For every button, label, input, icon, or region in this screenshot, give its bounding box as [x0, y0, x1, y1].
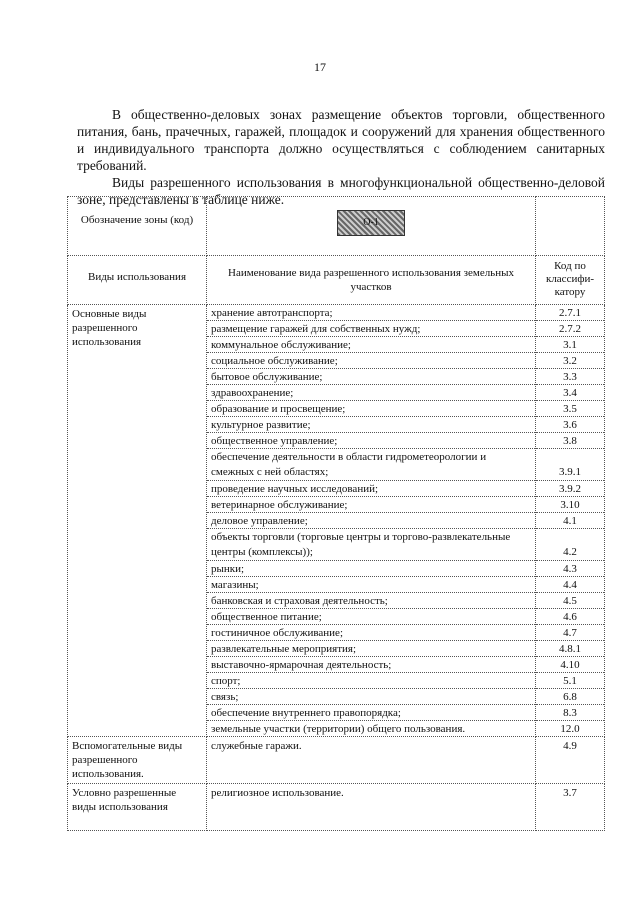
use-name: развлекательные мероприятия; — [207, 641, 535, 657]
use-name: размещение гаражей для собственных нужд; — [207, 321, 535, 337]
aux-use-name: служебные гаражи. — [211, 740, 302, 752]
col-header-names: Наименование вида разрешенного использования земельных участков — [228, 267, 514, 293]
use-name: общественное управление; — [207, 433, 535, 449]
use-code-cell — [536, 449, 604, 481]
use-code: 3.4 — [536, 385, 604, 401]
use-name: бытовое обслуживание; — [207, 369, 535, 385]
use-code: 8.3 — [536, 705, 604, 721]
use-code: 2.7.1 — [536, 305, 604, 321]
use-name: связь; — [207, 689, 535, 705]
cond-use-code: 3.7 — [563, 787, 577, 799]
use-code: 4.3 — [536, 561, 604, 577]
aux-group-label: Вспомогательные виды разрешенного использования. — [72, 740, 183, 780]
use-name: общественное питание; — [207, 609, 535, 625]
use-name: образование и просвещение; — [207, 401, 535, 417]
table-intro-paragraph: Виды разрешенного использования в многофункциональной общественно-деловой зоне, представлены в таблице ниже. — [77, 174, 605, 207]
use-code: 12.0 — [560, 723, 580, 735]
use-code: 6.8 — [536, 689, 604, 705]
use-name: земельные участки (территории) общего пользования. — [211, 723, 466, 735]
use-code: 3.9.1 — [559, 466, 581, 478]
use-code: 4.1 — [536, 513, 604, 529]
use-code: 3.5 — [536, 401, 604, 417]
use-name: рынки; — [207, 561, 535, 577]
intro-paragraph: В общественно-деловых зонах размещение объектов торговли, общественного питания, бань, прачечных, гаражей, площадок и сооружений для хранения общественного и индивидуального транспорта должно осуществляться с соблюдением санитарных требований. — [77, 106, 605, 173]
use-code-cell — [536, 529, 604, 561]
use-name: банковская и страховая деятельность; — [207, 593, 535, 609]
land-use-table — [67, 196, 605, 831]
use-name: социальное обслуживание; — [207, 353, 535, 369]
main-use-names — [207, 305, 535, 736]
use-code: 4.7 — [536, 625, 604, 641]
use-name: гостиничное обслуживание; — [207, 625, 535, 641]
use-name: деловое управление; — [207, 513, 535, 529]
use-name: спорт; — [207, 673, 535, 689]
use-code: 3.1 — [536, 337, 604, 353]
use-code: 4.4 — [536, 577, 604, 593]
col-header-types: Виды использования — [87, 271, 187, 283]
header-row — [68, 256, 605, 305]
zone-row — [68, 197, 605, 256]
zone-label: Обозначение зоны (код) — [80, 214, 194, 226]
use-name: здравоохранение; — [207, 385, 535, 401]
cond-group-label: Условно разрешенные виды использования — [72, 787, 177, 813]
use-name: выставочно-ярмарочная деятельность; — [207, 657, 535, 673]
aux-group-row — [68, 737, 605, 784]
page-number: 17 — [314, 60, 326, 74]
main-use-codes — [536, 305, 604, 736]
use-code: 5.1 — [536, 673, 604, 689]
use-name: обеспечение деятельности в области гидрометеорологии и смежных с ней областях; — [207, 449, 535, 481]
use-name: проведение научных исследований; — [207, 481, 535, 497]
use-name: объекты торговли (торговые центры и торгово-развлекательные центры (комплексы)); — [207, 529, 535, 561]
use-code: 4.6 — [536, 609, 604, 625]
use-code: 2.7.2 — [536, 321, 604, 337]
use-code: 3.10 — [536, 497, 604, 513]
cond-group-row — [68, 784, 605, 831]
use-name: коммунальное обслуживание; — [207, 337, 535, 353]
use-code: 4.2 — [563, 546, 577, 558]
use-code: 3.3 — [536, 369, 604, 385]
cond-use-name: религиозное использование. — [211, 787, 344, 799]
use-code: 4.5 — [536, 593, 604, 609]
use-code: 3.6 — [536, 417, 604, 433]
main-group-label: Основные виды разрешенного использования — [72, 308, 147, 348]
use-code: 3.9.2 — [536, 481, 604, 497]
use-name: ветеринарное обслуживание; — [207, 497, 535, 513]
main-group-row — [68, 305, 605, 737]
use-name: магазины; — [207, 577, 535, 593]
use-name: культурное развитие; — [207, 417, 535, 433]
use-name: хранение автотранспорта; — [207, 305, 535, 321]
use-name: обеспечение внутреннего правопорядка; — [207, 705, 535, 721]
aux-use-code: 4.9 — [563, 740, 577, 752]
col-header-codes: Код по классифи-катору — [545, 260, 595, 298]
use-code: 3.8 — [536, 433, 604, 449]
use-code: 4.10 — [536, 657, 604, 673]
use-code: 4.8.1 — [536, 641, 604, 657]
use-code: 3.2 — [536, 353, 604, 369]
zone-code-stamp: О-1 — [337, 210, 405, 236]
